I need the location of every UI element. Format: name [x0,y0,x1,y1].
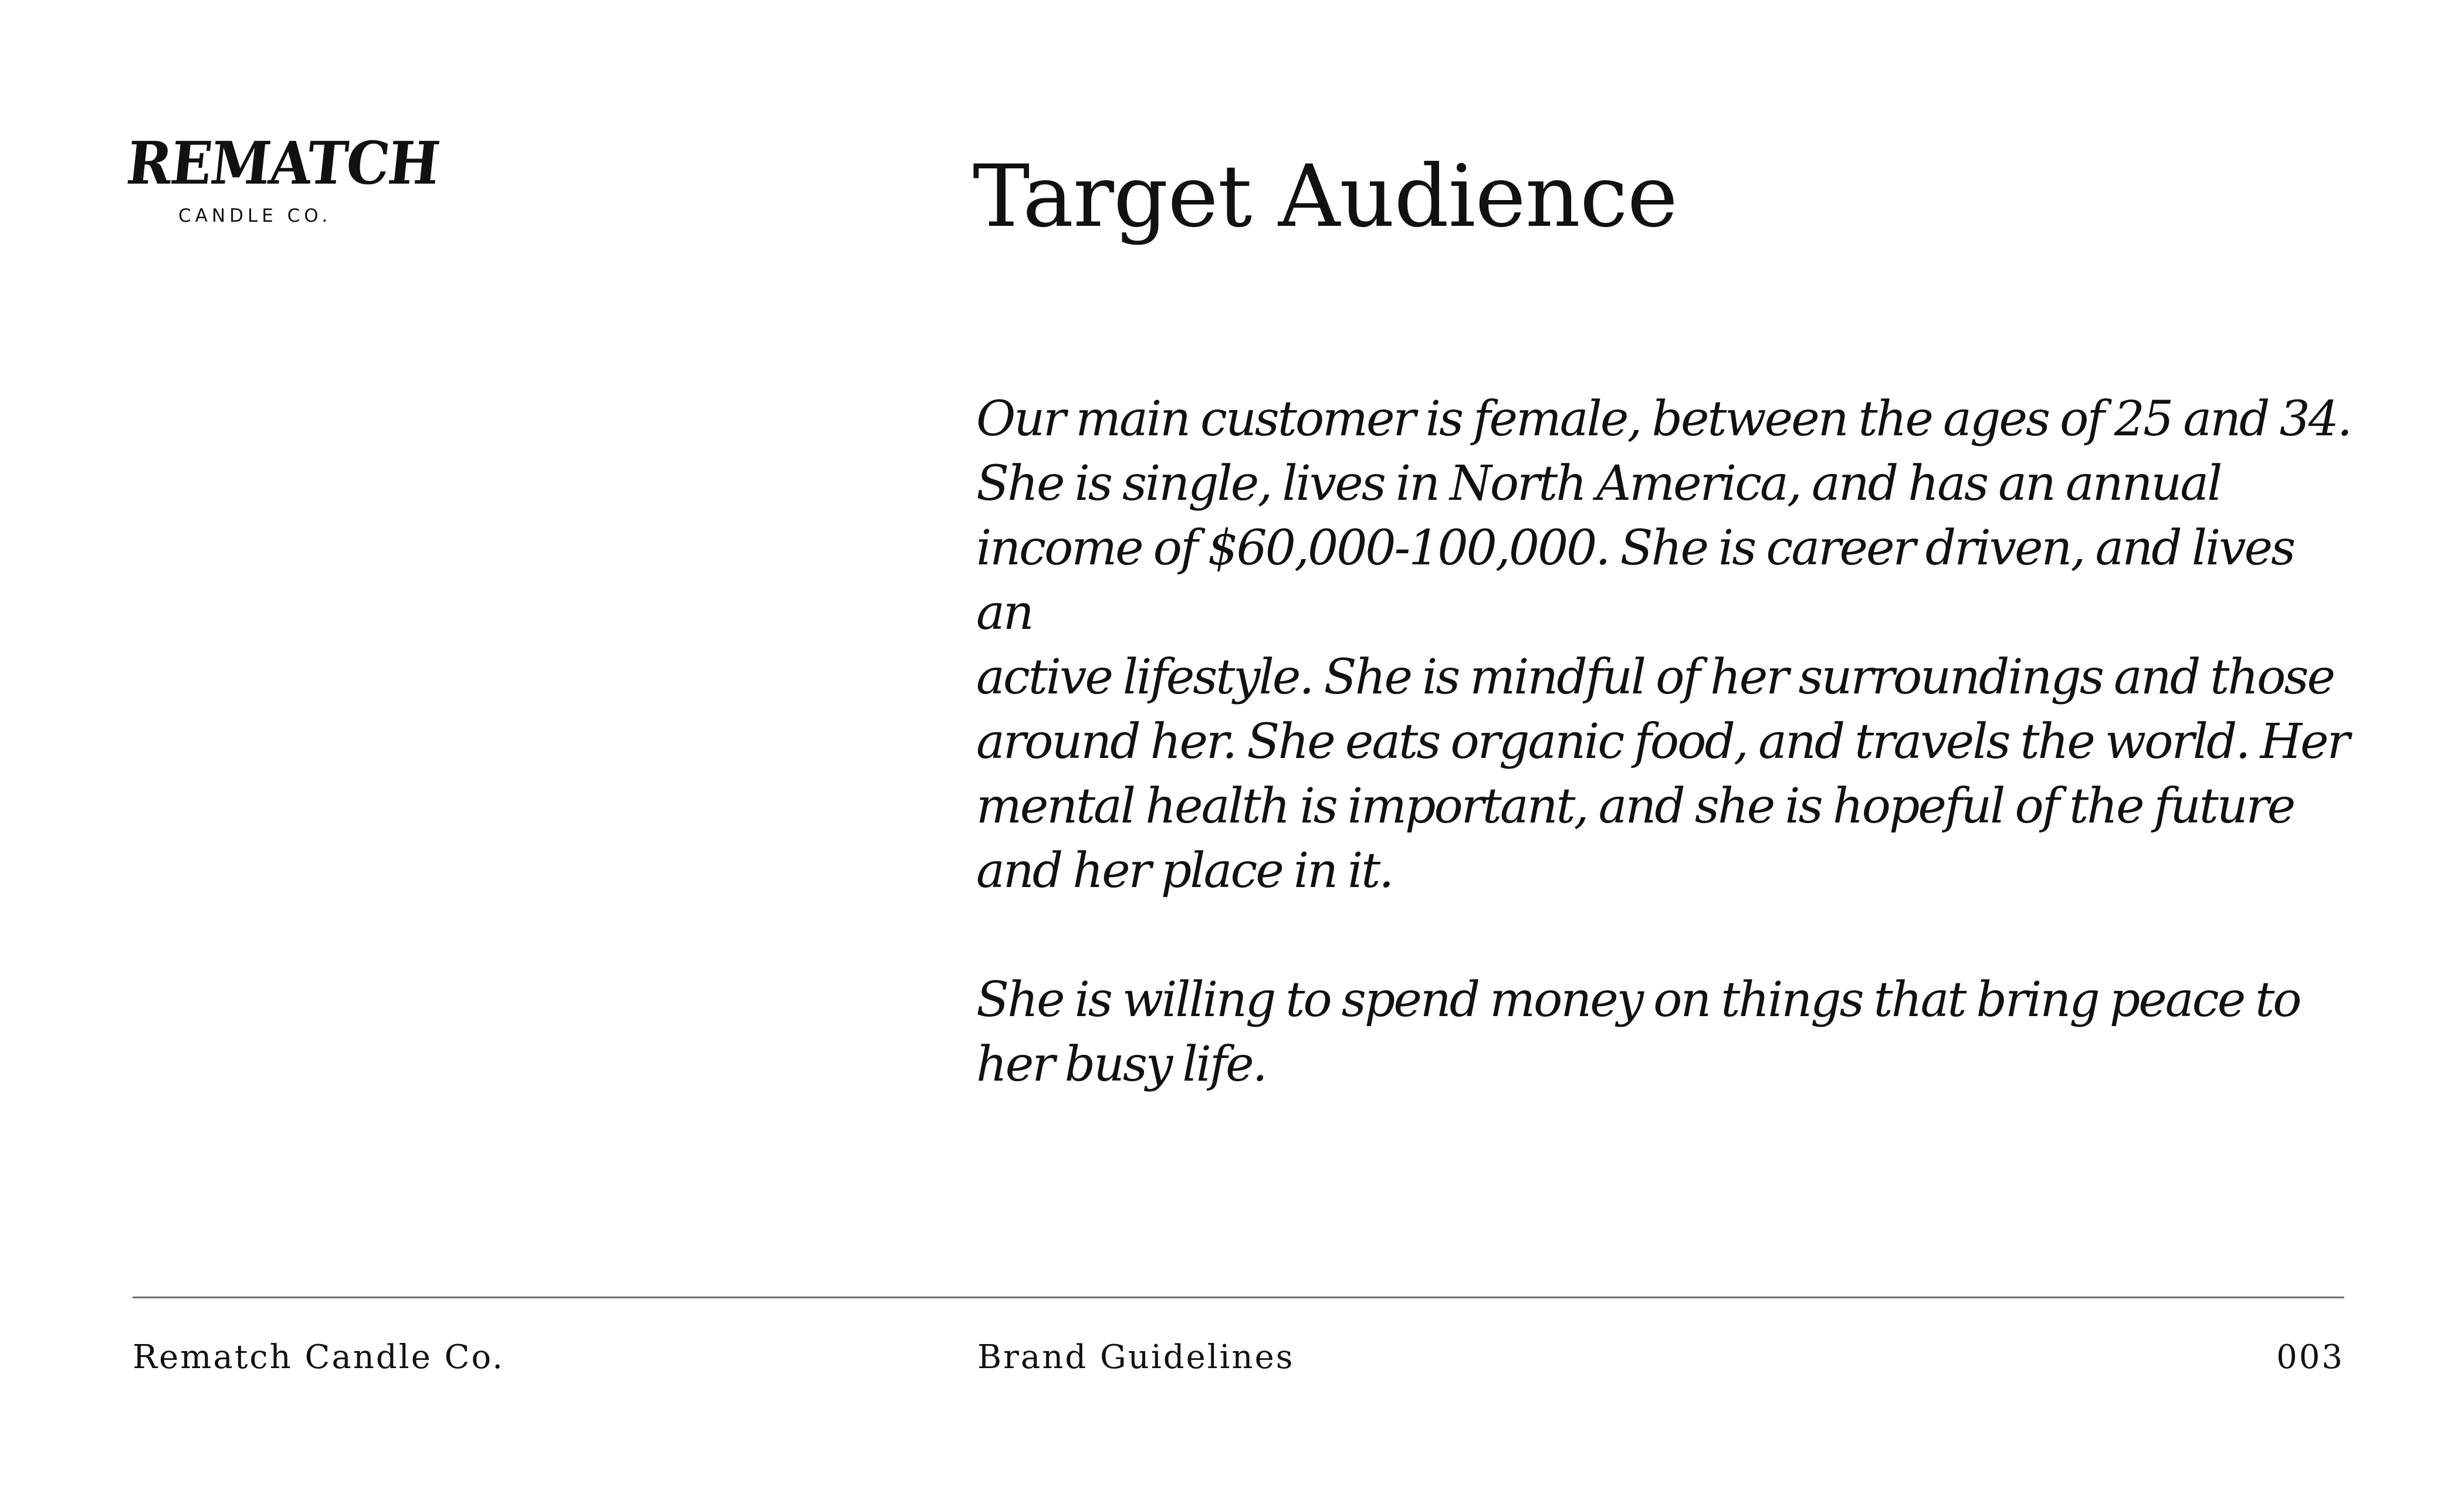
brand-logo [123,128,442,233]
footer-company-name: Rematch Candle Co. [133,1338,505,1376]
footer-document-title: Brand Guidelines [977,1338,1295,1376]
footer-divider [133,1297,2344,1298]
logo-subtitle: CANDLE CO. [178,205,332,226]
logo-wordmark: REMATCH [123,128,442,198]
page-title: Target Audience [973,147,1678,246]
footer-page-number: 003 [2276,1338,2344,1376]
audience-description: Our main customer is female, between the ages of 25 and 34. She is single, lives in North America, and has an annual income of $60,000-100,000. She is career driven, and lives an active lifestyle. She is mindful of her surroundings and those around her. She eats organic food, and travels the world. Her mental health is important, and she is hopeful of the future and her place in it. She is willing to spend money on things that bring peace to her busy life. [976,391,2351,1092]
